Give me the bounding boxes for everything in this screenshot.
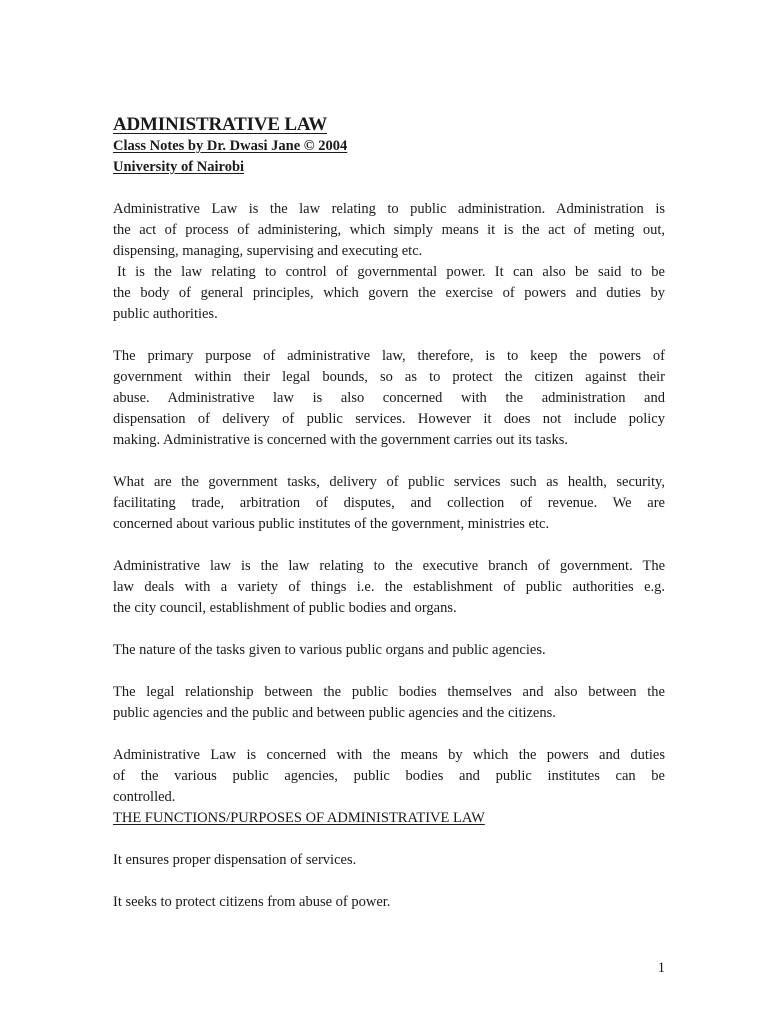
- paragraph-line: government within their legal bounds, so as to protect the citizen against their: [113, 369, 665, 385]
- paragraph-primary-purpose: [113, 346, 665, 451]
- paragraph-line: Administrative law is the law relating to the executive branch of government. The: [113, 558, 665, 574]
- paragraph-nature-of-tasks: [113, 640, 665, 661]
- paragraph-means-of-control: [113, 745, 665, 808]
- paragraph-line: Administrative Law is concerned with the means by which the powers and duties: [113, 747, 665, 763]
- paragraph-line: making. Administrative is concerned with the government carries out its tasks.: [113, 432, 569, 448]
- paragraph-government-tasks: [113, 472, 665, 535]
- institution-line: University of Nairobi: [113, 159, 245, 175]
- paragraph-line: public agencies and the public and between public agencies and the citizens.: [113, 705, 556, 721]
- paragraph-line: concerned about various public institutes of the government, ministries etc.: [113, 516, 550, 532]
- paragraph-line: of the various public agencies, public bodies and public institutes can be: [113, 768, 665, 784]
- paragraph-control-of-power: [113, 262, 665, 325]
- paragraph-line: controlled.: [113, 789, 176, 805]
- paragraph-line: the body of general principles, which govern the exercise of powers and duties by: [113, 285, 665, 301]
- section-heading-functions: THE FUNCTIONS/PURPOSES OF ADMINISTRATIVE LAW: [113, 810, 485, 826]
- paragraph-executive-branch: [113, 556, 665, 619]
- document-title: ADMINISTRATIVE LAW: [113, 114, 328, 135]
- function-item: It ensures proper dispensation of services.: [113, 852, 357, 868]
- paragraph-line: Administrative Law is the law relating to public administration. Administration is: [113, 201, 665, 217]
- paragraph-line: law deals with a variety of things i.e. the establishment of public authorities e.g.: [113, 579, 665, 595]
- paragraph-line: facilitating trade, arbitration of disputes, and collection of revenue. We are: [113, 495, 665, 511]
- paragraph-legal-relationship: [113, 682, 665, 724]
- paragraph-line: the city council, establishment of public bodies and organs.: [113, 600, 457, 616]
- paragraph-line: The legal relationship between the public bodies themselves and also between the: [113, 684, 665, 700]
- author-line: Class Notes by Dr. Dwasi Jane © 2004: [113, 138, 348, 154]
- paragraph-definition: [113, 199, 665, 262]
- paragraph-line: The primary purpose of administrative law, therefore, is to keep the powers of: [113, 348, 665, 364]
- paragraph-line: the act of process of administering, which simply means it is the act of meting out,: [113, 222, 665, 238]
- paragraph-line: abuse. Administrative law is also concerned with the administration and: [113, 390, 665, 406]
- paragraph-line: What are the government tasks, delivery of public services such as health, security,: [113, 474, 665, 490]
- paragraph-line: The nature of the tasks given to various public organs and public agencies.: [113, 642, 546, 658]
- paragraph-line: dispensing, managing, supervising and executing etc.: [113, 243, 423, 259]
- page-number: 1: [657, 960, 665, 976]
- paragraph-line: dispensation of delivery of public services. However it does not include policy: [113, 411, 665, 427]
- function-item: It seeks to protect citizens from abuse of power.: [113, 894, 391, 910]
- document-page: [113, 114, 665, 913]
- paragraph-line: It is the law relating to control of governmental power. It can also be said to be: [117, 264, 665, 280]
- paragraph-line: public authorities.: [113, 306, 218, 322]
